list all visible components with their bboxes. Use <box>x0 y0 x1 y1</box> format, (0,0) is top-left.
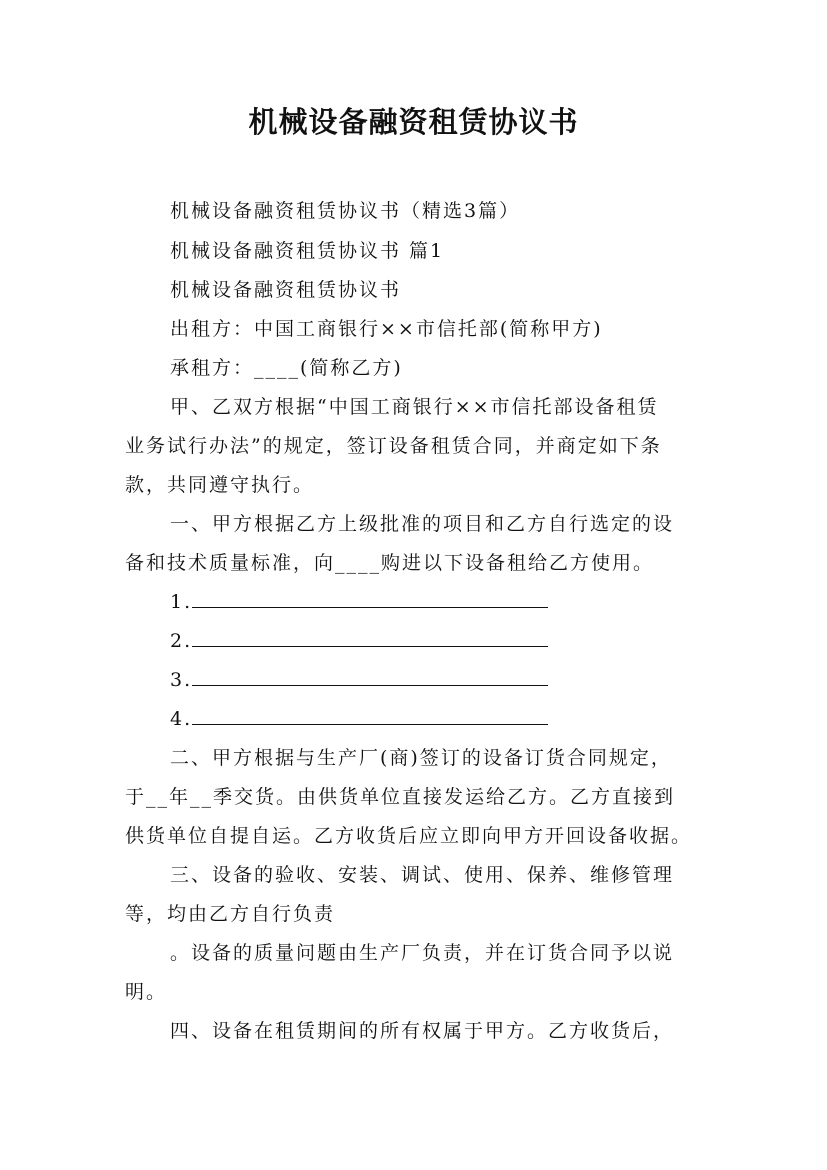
fill-in-blank <box>192 589 548 608</box>
item-number: 1. <box>170 591 193 613</box>
equipment-item-4 <box>170 706 548 732</box>
paragraph-line: 明。 <box>125 981 168 1003</box>
lessor-line: 出租方：中国工商银行××市信托部(简称甲方) <box>170 318 603 340</box>
section-heading: 机械设备融资租赁协议书 篇1 <box>170 240 445 262</box>
fill-in-blank <box>192 667 548 686</box>
paragraph-line: 甲、乙双方根据“中国工商银行××市信托部设备租赁 <box>170 396 659 418</box>
paragraph-line: 一、甲方根据乙方上级批准的项目和乙方自行选定的设 <box>170 513 675 535</box>
subtitle-line: 机械设备融资租赁协议书（精选3篇） <box>170 200 521 222</box>
item-number: 3. <box>170 669 193 691</box>
paragraph-line: 三、设备的验收、安装、调试、使用、保养、维修管理 <box>170 864 675 886</box>
paragraph-line: 供货单位自提自运。乙方收货后应立即向甲方开回设备收据。 <box>125 825 693 847</box>
equipment-item-1 <box>170 589 548 615</box>
item-number: 2. <box>170 630 193 652</box>
paragraph-line: 款，共同遵守执行。 <box>125 474 315 496</box>
item-number: 4. <box>170 708 193 730</box>
paragraph-line: 业务试行办法”的规定，签订设备租赁合同，并商定如下条 <box>125 435 662 457</box>
paragraph-line: 备和技术质量标准，向____购进以下设备租给乙方使用。 <box>125 552 655 574</box>
paragraph-line: 。设备的质量问题由生产厂负责，并在订货合同予以说 <box>170 942 675 964</box>
paragraph-line: 二、甲方根据与生产厂(商)签订的设备订货合同规定， <box>170 747 672 769</box>
fill-in-blank <box>192 706 548 725</box>
paragraph-line: 等，均由乙方自行负责 <box>125 903 336 925</box>
document-title: 机械设备融资租赁协议书 <box>248 105 579 139</box>
fill-in-blank <box>192 628 548 647</box>
agreement-title-line: 机械设备融资租赁协议书 <box>170 279 402 301</box>
equipment-item-2 <box>170 628 548 654</box>
equipment-item-3 <box>170 667 548 693</box>
paragraph-line: 于__年__季交货。由供货单位直接发运给乙方。乙方直接到 <box>125 786 676 808</box>
paragraph-line: 四、设备在租赁期间的所有权属于甲方。乙方收货后， <box>170 1020 675 1042</box>
lessee-line: 承租方：____(简称乙方) <box>170 357 403 379</box>
